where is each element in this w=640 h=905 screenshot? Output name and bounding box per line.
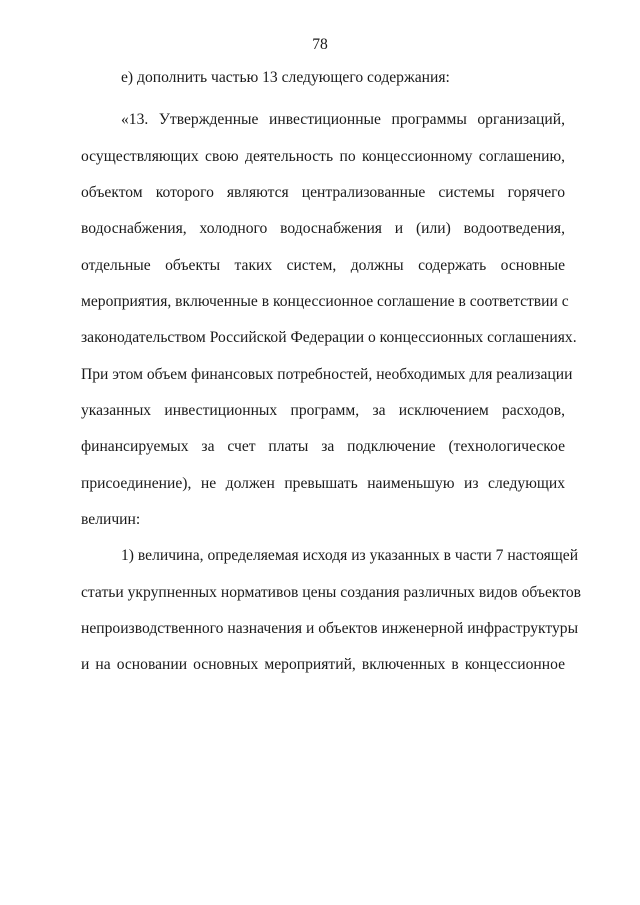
paragraph-13-line: При этом объем финансовых потребностей, необходимых для реализации — [81, 366, 573, 383]
page-number: 78 — [312, 36, 328, 53]
item-1-line: 1) величина, определяемая исходя из указанных в части 7 настоящей — [121, 547, 579, 564]
paragraph-13-line: мероприятия, включенные в концессионное соглашение в соответствии с — [81, 293, 569, 310]
item-1-line: непроизводственного назначения и объектов инженерной инфраструктуры — [81, 620, 579, 637]
paragraph-13-line: величин: — [81, 511, 141, 528]
paragraph-13-line: присоединение), не должен превышать наименьшую из следующих — [81, 475, 565, 492]
paragraph-13-line: отдельные объекты таких систем, должны содержать основные — [81, 257, 565, 274]
paragraph-13-line: законодательством Российской Федерации о концессионных соглашениях. — [81, 329, 577, 346]
paragraph-13-line: указанных инвестиционных программ, за исключением расходов, — [81, 402, 565, 419]
item-1-line: статьи укрупненных нормативов цены создания различных видов объектов — [81, 584, 582, 601]
item-1-line: и на основании основных мероприятий, включенных в концессионное — [81, 656, 565, 673]
paragraph-13-line: водоснабжения, холодного водоснабжения и (или) водоотведения, — [81, 220, 565, 237]
paragraph-13-line: «13. Утвержденные инвестиционные программы организаций, — [121, 111, 565, 128]
paragraph-e-line: е) дополнить частью 13 следующего содержания: — [121, 69, 450, 86]
paragraph-13-line: объектом которого являются централизованные системы горячего — [81, 184, 565, 201]
paragraph-13-line: финансируемых за счет платы за подключение (технологическое — [81, 438, 565, 455]
paragraph-13-line: осуществляющих свою деятельность по концессионному соглашению, — [81, 148, 565, 165]
